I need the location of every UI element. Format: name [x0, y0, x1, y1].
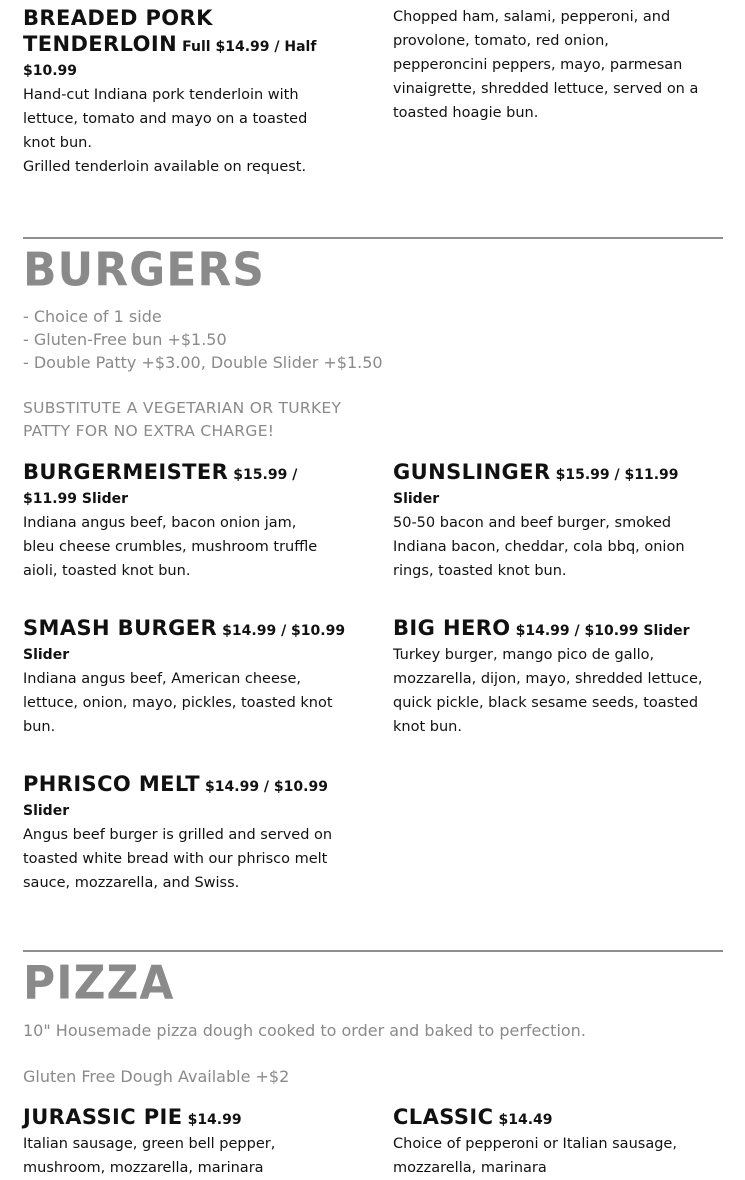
item-price: $14.99 [187, 1112, 242, 1128]
section-heading-burgers: BURGERS [23, 243, 265, 298]
menu-item-burgermeister [23, 459, 363, 583]
item-price: $15.99 / [233, 467, 298, 483]
menu-item-smash-burger [23, 615, 363, 739]
item-description: Choice of pepperoni or Italian sausage, mozzarella, marinara [393, 1136, 677, 1176]
item-price: $14.99 / $10.99 [222, 623, 346, 639]
item-description: Indiana angus beef, bacon onion jam, bleu cheese crumbles, mushroom truffle aioli, toasted knot bun. [23, 515, 318, 579]
item-price: $14.99 / $10.99 [205, 779, 328, 795]
item-title: BURGERMEISTER [23, 460, 229, 484]
substitute-note: SUBSTITUTE A VEGETARIAN OR TURKEY PATTY FOR NO EXTRA CHARGE! [23, 399, 342, 440]
gluten-free-note: Gluten Free Dough Available +$2 [23, 1067, 290, 1086]
item-title: SMASH BURGER [23, 616, 218, 640]
item-title: BIG HERO [393, 616, 511, 640]
item-description: Indiana angus beef, American cheese, lettuce, onion, mayo, pickles, toasted knot bun. [23, 671, 333, 735]
item-title: PHRISCO MELT [23, 772, 200, 796]
item-price: Slider [23, 803, 70, 819]
item-price: $11.99 Slider [23, 491, 128, 507]
item-title: TENDERLOIN [23, 32, 178, 56]
item-price: $15.99 / $11.99 [555, 467, 679, 483]
section-heading-pizza: PIZZA [23, 956, 175, 1011]
menu-item-breaded-pork-tenderloin [23, 5, 363, 179]
item-description: Hand-cut Indiana pork tenderloin with lettuce, tomato and mayo on a toasted knot bun. Grilled tenderloin available on request. [23, 87, 308, 175]
item-price: $14.49 [498, 1112, 553, 1128]
section-divider [23, 237, 723, 239]
item-price: Slider [23, 647, 70, 663]
menu-item-classic [393, 1104, 728, 1180]
item-description: Italian sausage, green bell pepper, mushroom, mozzarella, marinara [23, 1136, 276, 1176]
item-price: Slider [393, 491, 440, 507]
section-divider [23, 950, 723, 952]
item-price: $10.99 [23, 63, 78, 79]
menu-item-gunslinger [393, 459, 728, 583]
item-price: Full $14.99 / Half [182, 39, 317, 55]
item-description: Angus beef burger is grilled and served on toasted white bread with our phrisco melt sauce, mozzarella, and Swiss. [23, 827, 333, 891]
item-title: JURASSIC PIE [23, 1105, 183, 1129]
item-title: BREADED PORK [23, 6, 213, 30]
item-description: 50-50 bacon and beef burger, smoked Indiana bacon, cheddar, cola bbq, onion rings, toasted knot bun. [393, 515, 685, 579]
menu-item-big-hero [393, 615, 728, 739]
item-title: CLASSIC [393, 1105, 494, 1129]
item-price: $14.99 / $10.99 Slider [515, 623, 690, 639]
menu-item-phrisco-melt [23, 771, 363, 895]
menu-item-jurassic-pie [23, 1104, 363, 1180]
pizza-note: 10" Housemade pizza dough cooked to order and baked to perfection. [23, 1021, 586, 1040]
menu-item-hoagie [393, 5, 728, 125]
item-description: Turkey burger, mango pico de gallo, mozzarella, dijon, mayo, shredded lettuce, quick pickle, black sesame seeds, toasted knot bun. [393, 647, 703, 735]
item-description: Chopped ham, salami, pepperoni, and provolone, tomato, red onion, pepperoncini peppers, mayo, parmesan vinaigrette, shredded lettuce, served on a toasted hoagie bun. [393, 9, 699, 121]
item-title: GUNSLINGER [393, 460, 551, 484]
burgers-notes: - Choice of 1 side - Gluten-Free bun +$1.50 - Double Patty +$3.00, Double Slider +$1.50 [23, 307, 383, 372]
